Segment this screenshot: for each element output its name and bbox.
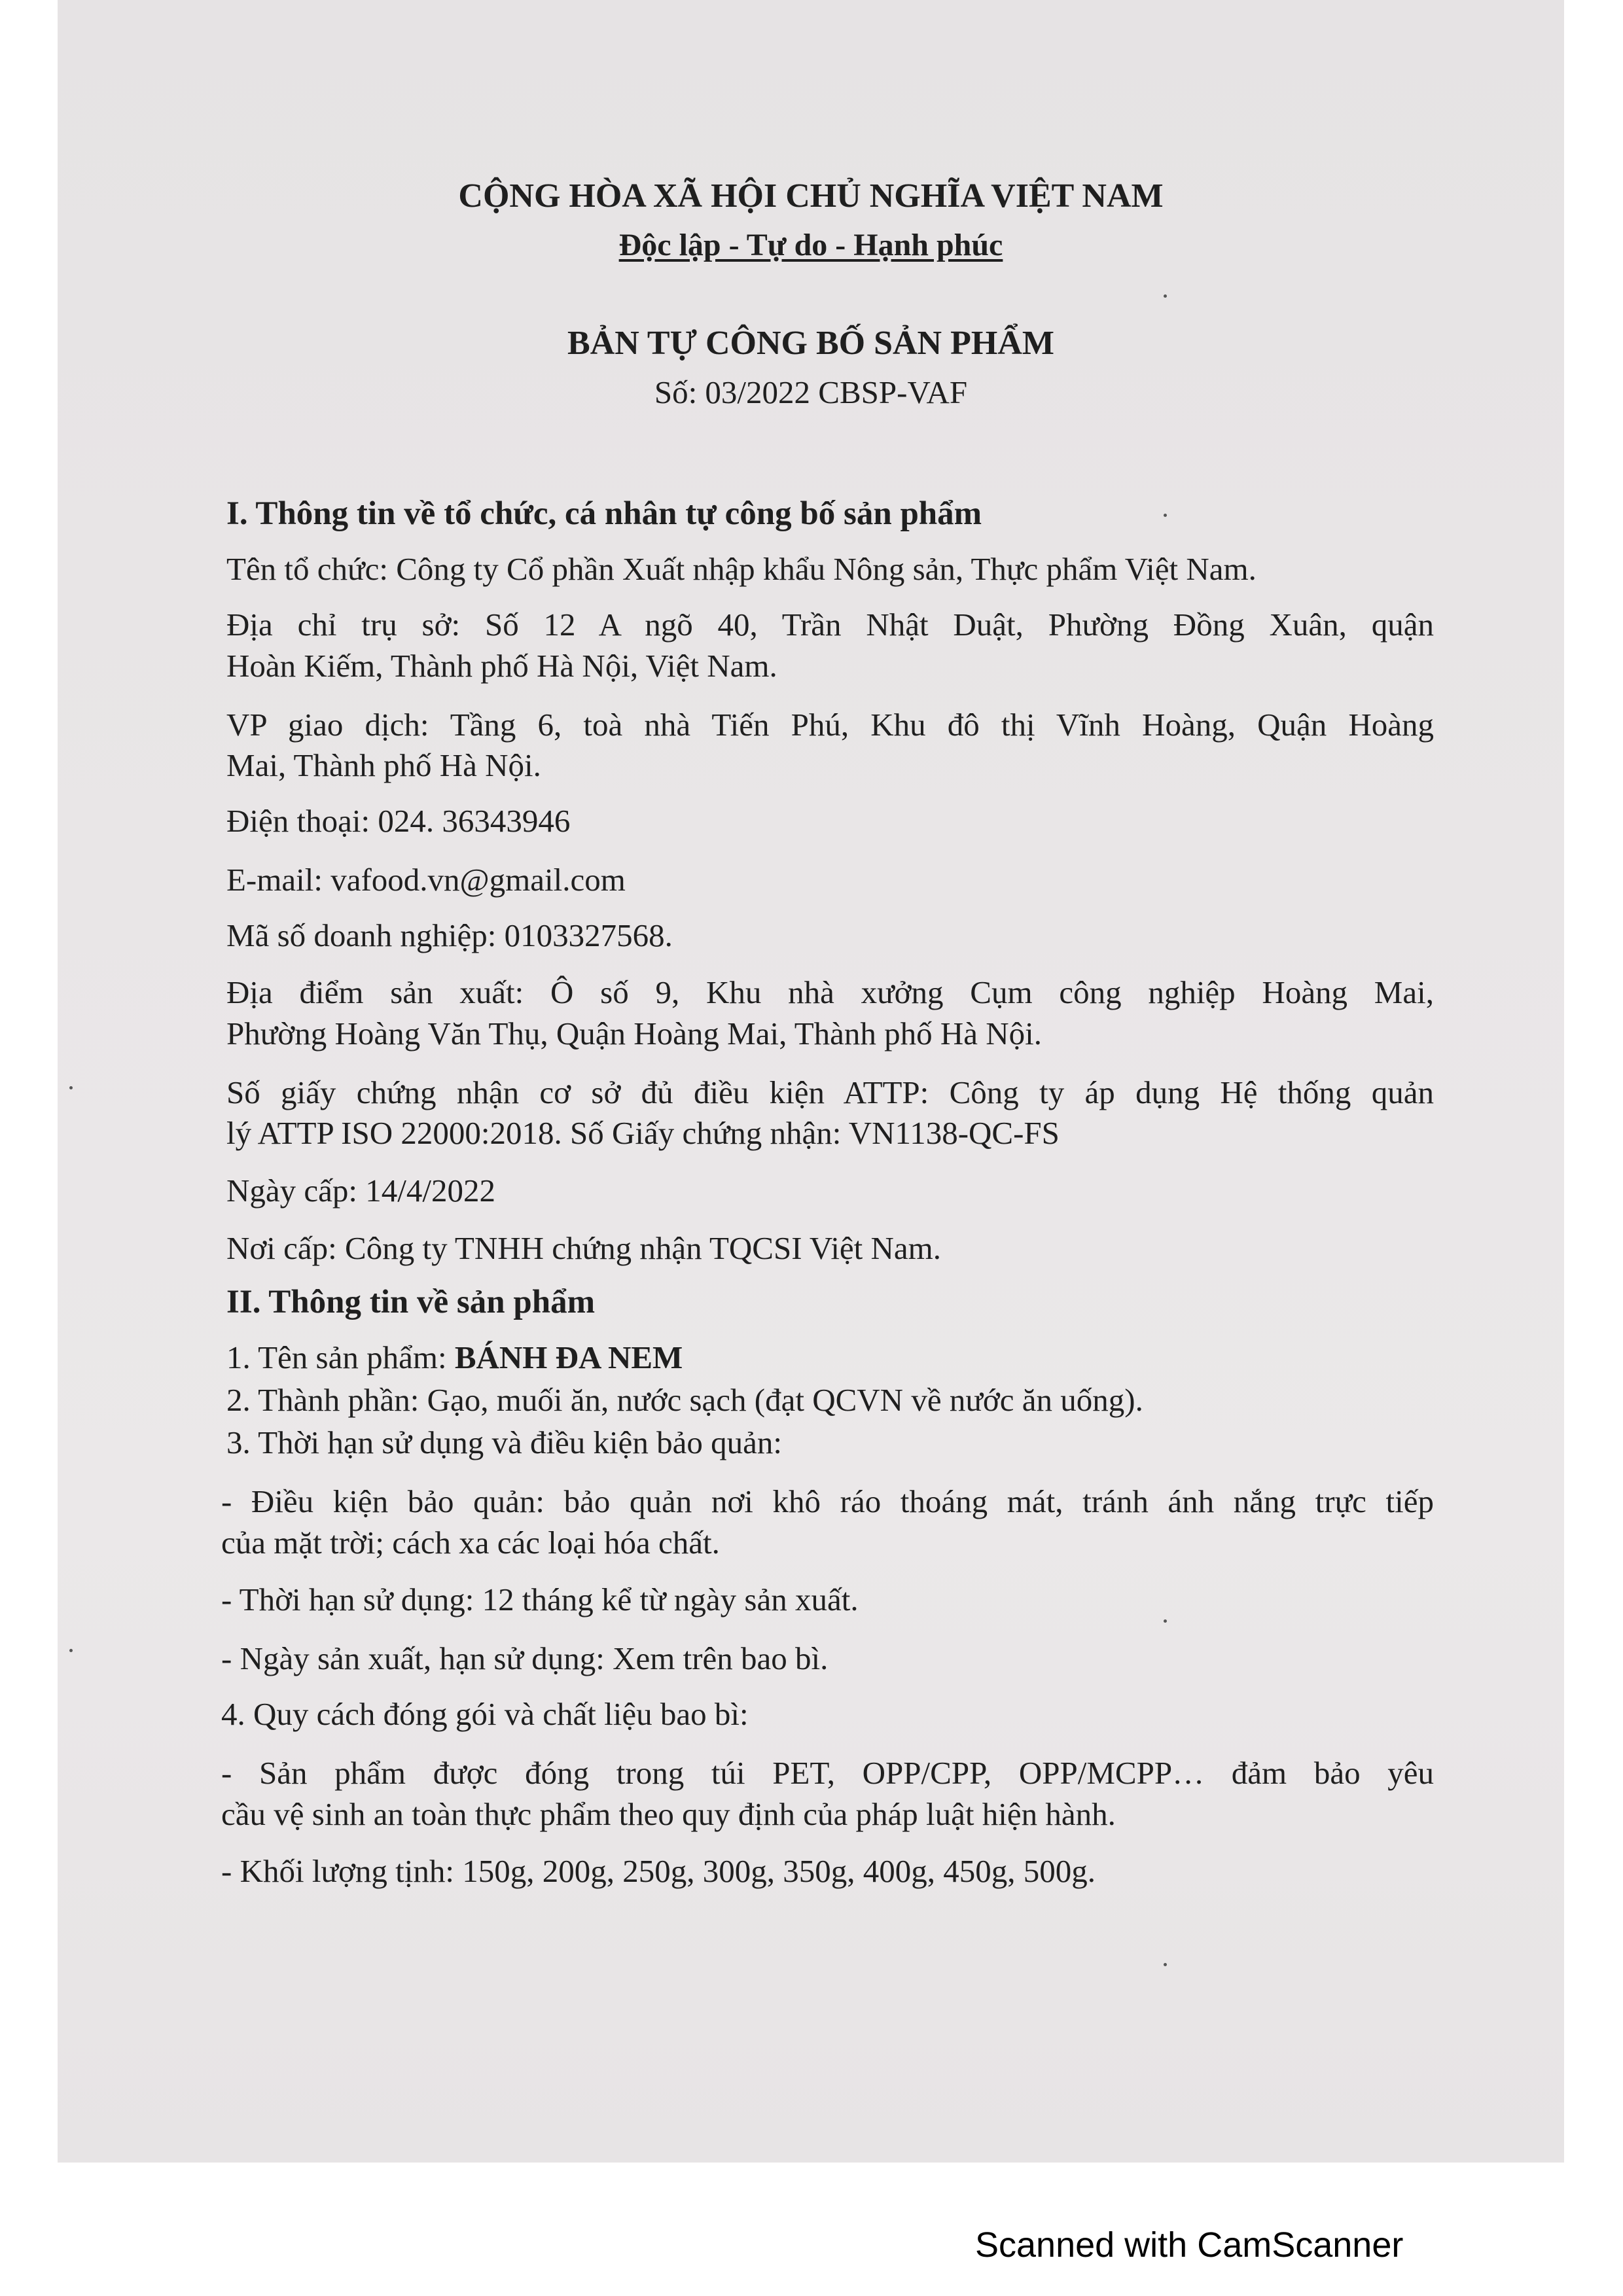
- camscanner-watermark: Scanned with CamScanner: [975, 2225, 1404, 2265]
- scanned-page: [58, 0, 1564, 2163]
- scan-speck: [1164, 294, 1167, 298]
- packaging-line-1: - Sản phẩm được đóng trong túi PET, OPP/CPP, OPP/MCPP… đảm bảo yêu: [221, 1755, 1434, 1791]
- issuer: Nơi cấp: Công ty TNHH chứng nhận TQCSI Việt Nam.: [226, 1230, 942, 1266]
- scan-speck: [1164, 1619, 1167, 1623]
- address-line-2: Hoàn Kiếm, Thành phố Hà Nội, Việt Nam.: [226, 648, 777, 684]
- section2-heading: II. Thông tin về sản phẩm: [226, 1284, 596, 1320]
- cert-line-2: lý ATTP ISO 22000:2018. Số Giấy chứng nhận: VN1138-QC-FS: [226, 1115, 1060, 1151]
- scan-speck: [1164, 1963, 1167, 1966]
- packaging-line-2: cầu vệ sinh an toàn thực phẩm theo quy định của pháp luật hiện hành.: [221, 1796, 1116, 1832]
- scan-speck: [69, 1086, 73, 1089]
- product-name-value: BÁNH ĐA NEM: [454, 1339, 683, 1375]
- document-title: BẢN TỰ CÔNG BỐ SẢN PHẨM: [567, 325, 1054, 362]
- net-weight: - Khối lượng tịnh: 150g, 200g, 250g, 300g, 350g, 400g, 450g, 500g.: [221, 1853, 1096, 1889]
- production-line-1: Địa điểm sản xuất: Ô số 9, Khu nhà xưởng Cụm công nghiệp Hoàng Mai,: [226, 974, 1434, 1010]
- document-number: Số: 03/2022 CBSP-VAF: [654, 374, 968, 410]
- production-line-2: Phường Hoàng Văn Thụ, Quận Hoàng Mai, Thành phố Hà Nội.: [226, 1016, 1043, 1051]
- product-name-label: 1. Tên sản phẩm:: [226, 1339, 455, 1375]
- cert-line-1: Số giấy chứng nhận cơ sở đủ điều kiện ATTP: Công ty áp dụng Hệ thống quản: [226, 1074, 1434, 1110]
- scan-speck: [1164, 514, 1167, 517]
- org-name: Tên tổ chức: Công ty Cổ phần Xuất nhập khẩu Nông sản, Thực phẩm Việt Nam.: [226, 551, 1257, 587]
- ingredients: 2. Thành phần: Gạo, muối ăn, nước sạch (đạt QCVN về nước ăn uống).: [226, 1382, 1143, 1418]
- packaging-heading: 4. Quy cách đóng gói và chất liệu bao bì:: [221, 1696, 749, 1732]
- scan-speck: [69, 1649, 73, 1652]
- shelf-life: - Thời hạn sử dụng: 12 tháng kể từ ngày sản xuất.: [221, 1581, 859, 1617]
- tax-code: Mã số doanh nghiệp: 0103327568.: [226, 917, 673, 953]
- email: E-mail: vafood.vn@gmail.com: [226, 862, 626, 898]
- office-line-2: Mai, Thành phố Hà Nội.: [226, 747, 541, 783]
- phone: Điện thoại: 024. 36343946: [226, 803, 571, 839]
- product-name: [226, 1338, 683, 1377]
- storage-line-2: của mặt trời; cách xa các loại hóa chất.: [221, 1525, 720, 1561]
- motto: Độc lập - Tự do - Hạnh phúc: [618, 228, 1003, 262]
- storage-line-1: - Điều kiện bảo quản: bảo quản nơi khô ráo thoáng mát, tránh ánh nắng trực tiếp: [221, 1483, 1434, 1519]
- office-line-1: VP giao dịch: Tầng 6, toà nhà Tiến Phú, Khu đô thị Vĩnh Hoàng, Quận Hoàng: [226, 707, 1434, 743]
- section1-heading: I. Thông tin về tổ chức, cá nhân tự công bố sản phẩm: [226, 495, 982, 532]
- production-dates: - Ngày sản xuất, hạn sử dụng: Xem trên bao bì.: [221, 1640, 829, 1676]
- issue-date: Ngày cấp: 14/4/2022: [226, 1173, 495, 1209]
- shelf-heading: 3. Thời hạn sử dụng và điều kiện bảo quản:: [226, 1424, 783, 1460]
- address-line-1: Địa chỉ trụ sở: Số 12 A ngõ 40, Trần Nhật Duật, Phường Đồng Xuân, quận: [226, 607, 1434, 643]
- country-heading: CỘNG HÒA XÃ HỘI CHỦ NGHĨA VIỆT NAM: [458, 177, 1164, 215]
- document-body: [58, 0, 1564, 2163]
